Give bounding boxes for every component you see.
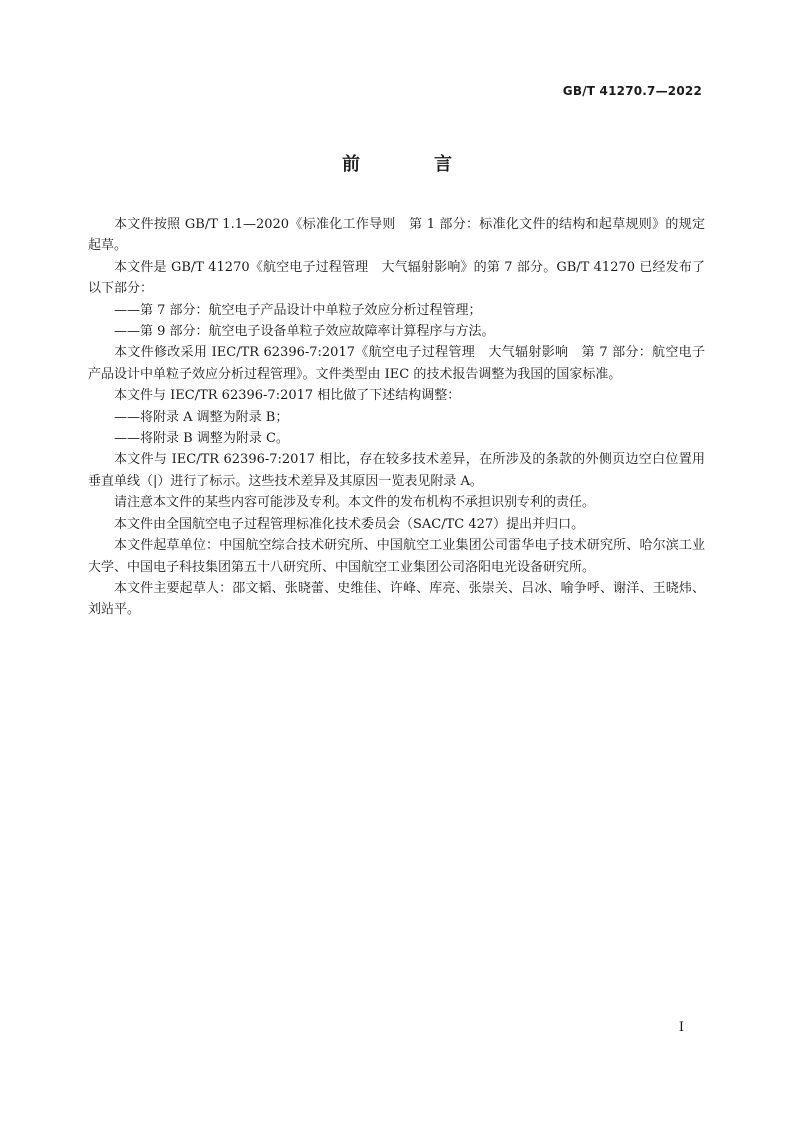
paragraph-drafting-rules: 本文件按照 GB/T 1.1—2020《标准化工作导则 第 1 部分：标准化文件的结构和起草规则》的规定起草。: [88, 217, 705, 254]
paragraph-technical-differences: 本文件与 IEC/TR 62396-7:2017 相比，存在较多技术差异，在所涉及的条款的外侧页边空白位置用垂直单线（|）进行了标示。这些技术差异及其原因一览表见附录 A。: [88, 452, 705, 489]
list-item-annex-a: ——将附录 A 调整为附录 B；: [114, 409, 289, 425]
list-item-part-9: ——第 9 部分：航空电子设备单粒子效应故障率计算程序与方法。: [114, 324, 495, 340]
foreword-body: [88, 214, 705, 621]
paragraph-patent-notice: 请注意本文件的某些内容可能涉及专利。本文件的发布机构不承担识别专利的责任。: [114, 495, 596, 511]
paragraph-adoption: 本文件修改采用 IEC/TR 62396-7:2017《航空电子过程管理 大气辐射影响 第 7 部分：航空电子产品设计中单粒子效应分析过程管理》。文件类型由 IEC 的技术报告调整为我国的国家标准。: [88, 345, 705, 382]
paragraph-structural-changes: 本文件与 IEC/TR 62396-7:2017 相比做了下述结构调整：: [114, 388, 461, 404]
list-item-annex-b: ——将附录 B 调整为附录 C。: [114, 431, 289, 447]
page-number: I: [678, 1020, 684, 1035]
paragraph-series-part: 本文件是 GB/T 41270《航空电子过程管理 大气辐射影响》的第 7 部分。GB/T 41270 已经发布了以下部分：: [88, 259, 705, 297]
page-title: 前 言: [342, 154, 480, 175]
paragraph-committee: 本文件由全国航空电子过程管理标准化技术委员会（SAC/TC 427）提出并归口。: [114, 516, 585, 532]
paragraph-drafters: 本文件主要起草人：邵文韬、张晓蕾、史维佳、许峰、库亮、张崇关、吕冰、喻争呼、谢洋、王晓炜、刘站平。: [88, 580, 705, 618]
list-item-part-7: ——第 7 部分：航空电子产品设计中单粒子效应分析过程管理；: [114, 302, 482, 318]
paragraph-drafting-units: 本文件起草单位：中国航空综合技术研究所、中国航空工业集团公司雷华电子技术研究所、哈尔滨工业大学、中国电子科技集团第五十八研究所、中国航空工业集团公司洛阳电光设备研究所。: [88, 538, 705, 575]
standard-code-header: GB/T 41270.7—2022: [562, 84, 702, 98]
